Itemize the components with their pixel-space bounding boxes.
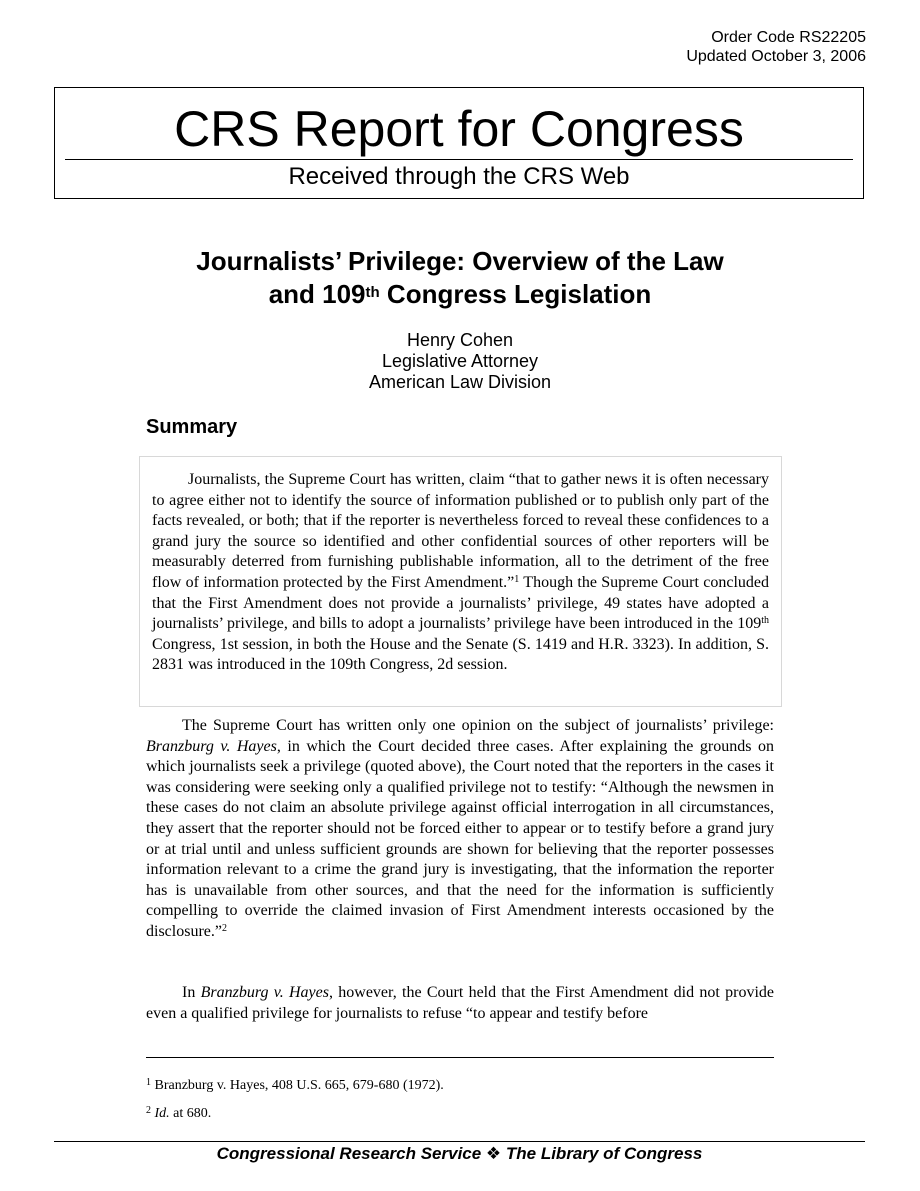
summary-text: Journalists, the Supreme Court has written, claim “that to gather news it is often necessary to agree either not to identify the source of information published or to publish only part of the facts revealed, or both; that if the reporter is nevertheless forced to reveal these confidences to a grand jury the source so identified and other confidential sources of other reporters will be measurably deterred from furnishing publishable information, all to the detriment of the free flow of information protected by the First Amendment.”$^1$ Though the Supreme Court concluded that the First Amendment does not provide a journalists’ privilege, 49 states have adopted a journalists’ privilege, and bills to adopt a journalists’ privilege have been introduced in the 109th Congress, 1st session, in both the House and the Senate (S. 1419 and H.R. 3323). In addition, S. 2831 was introduced in the 109th Congress, 2d session. [152,471,770,674]
case-name: Branzburg v. Hayes [200,984,329,1001]
footnote-ref: 1 [514,573,520,585]
body-paragraph: The Supreme Court has written only one opinion on the subject of journalists’ privilege: Branzburg v. Hayes, in which the Court decided three cases. After explaining the grounds on which journalists seek a privilege (quoted above), the Court noted that the reporters in the cases it was considering were seeking only a qualified privilege not to testify: “Although the newsmen in these cases do not claim an absolute privilege against official interrogation in all circumstances, they assert that the reporter should not be forced either to appear or to testify before a grand jury or at trial until and unless sufficient grounds are shown for believing that the reporter possesses information relevant to a crime the grand jury is investigating, that the information the reporter has is unavailable from other sources, and that the need for the information is sufficiently compelling to override the claimed invasion of First Amendment interests occasioned by the disclosure.”$^2$ [146,717,774,940]
report-header-subtitle: Received through the CRS Web [288,163,630,190]
summary-box [139,456,782,707]
footer-divider [54,1141,865,1142]
case-name: Branzburg v. Hayes [146,737,277,755]
header-divider [65,159,853,160]
author-position: Legislative Attorney [381,351,539,371]
document-title-line-2: and 109th Congress Legislation [268,279,652,309]
author-division: American Law Division [368,372,552,392]
summary-heading: Summary [146,416,238,438]
body-paragraph: In Branzburg v. Hayes, however, the Court held that the First Amendment did not provide even a qualified privilege for journalists to refuse “to appear and testify before [146,984,775,1022]
updated-date: Updated October 3, 2006 [686,48,866,65]
document-title-line-1: Journalists’ Privilege: Overview of the Law [196,246,724,276]
report-header-box [54,87,864,199]
author-block [146,330,774,393]
footer-text: Congressional Research Service ❖ The Library of Congress [216,1144,703,1163]
author-name: Henry Cohen [406,330,514,350]
footnote: $^1$ Branzburg v. Hayes, 408 U.S. 665, 679-680 (1972). [146,1077,444,1093]
footnote: $^2$ Id. at 680. [146,1105,212,1121]
report-header-title: CRS Report for Congress [174,101,744,157]
order-code-block [686,28,866,66]
footnote-ref: 2 [221,922,227,934]
document-title [146,245,774,311]
footnote-divider [146,1057,774,1058]
order-code: Order Code RS22205 [711,29,866,46]
